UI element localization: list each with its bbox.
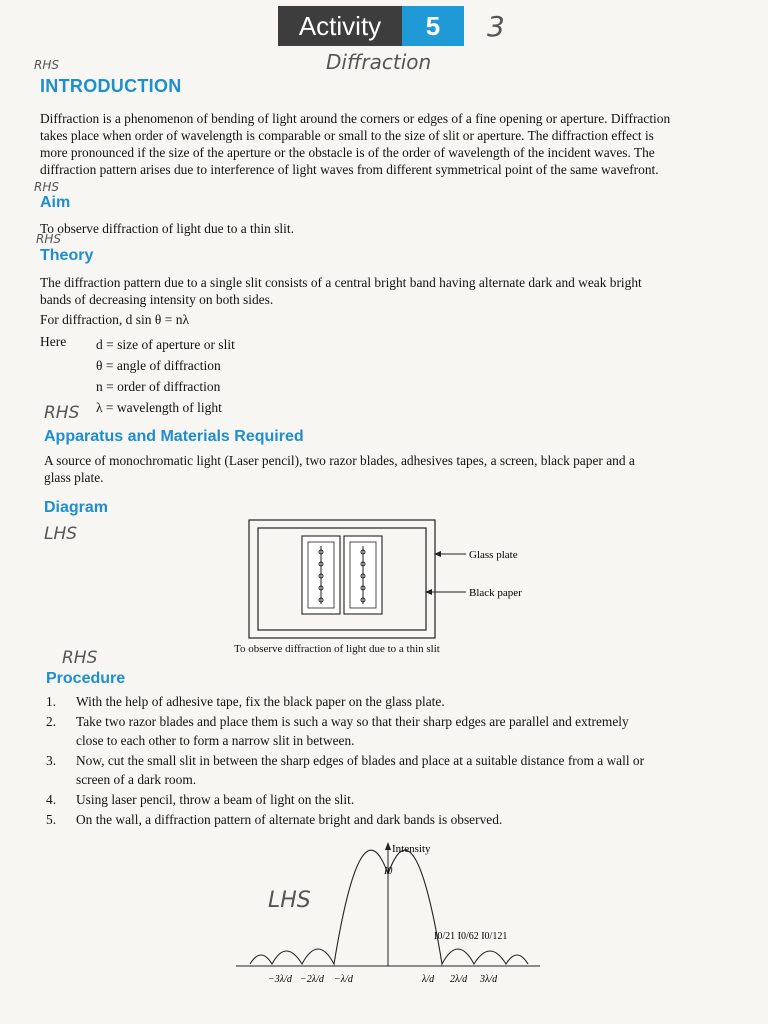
procedure-step [46, 692, 736, 711]
procedure-list [46, 692, 736, 830]
intensity-graph [230, 838, 550, 1010]
definition-item: θ = angle of diffraction [96, 358, 221, 373]
tick-neg-3: −3λ/d [268, 974, 292, 985]
theory-heading: Theory [40, 247, 94, 264]
diagram-caption: To observe diffraction of light due to a thin slit [234, 643, 440, 655]
definition-item: λ = wavelength of light [96, 400, 222, 415]
y-axis-label: Intensity [392, 843, 431, 855]
step-number: 5. [46, 812, 57, 827]
step-text: With the help of adhesive tape, fix the black paper on the glass plate. [76, 694, 445, 709]
procedure-step [46, 751, 736, 789]
handwritten-lhs-2: LHS [268, 888, 311, 913]
step-text: Now, cut the small slit in between the sharp edges of blades and place at a suitable distance from a wall or [76, 753, 645, 768]
handwritten-rhs-1: RHS [34, 58, 59, 72]
step-number: 4. [46, 792, 57, 807]
introduction-line: diffraction pattern arises due to interference of light waves from different symmetrical point of the same wavefront. [40, 162, 659, 177]
apparatus-line: A source of monochromatic light (Laser pencil), two razor blades, adhesives tapes, a screen, black paper and a [44, 453, 635, 468]
tick-pos-3: 3λ/d [480, 974, 498, 985]
procedure-step [46, 712, 736, 750]
razor-blade-left [302, 536, 340, 614]
apparatus-line: glass plate. [44, 470, 104, 485]
aim-text: To observe diffraction of light due to a thin slit. [40, 221, 294, 236]
activity-label: Activity [278, 6, 402, 46]
step-text: Take two razor blades and place them is such a way so that their sharp edges are parallel and extremely [76, 714, 629, 729]
theory-here: Here [40, 334, 67, 349]
activity-number: 5 [402, 6, 464, 46]
theory-line: The diffraction pattern due to a single slit consists of a central bright band having alternate dark and weak bright [40, 275, 642, 290]
apparatus-paragraph [44, 452, 734, 486]
razor-blade-right [344, 536, 382, 614]
diagram-heading: Diagram [44, 499, 109, 516]
side-peaks-label: I0/21 I0/62 I0/121 [434, 931, 508, 942]
step-text: On the wall, a diffraction pattern of alternate bright and dark bands is observed. [76, 812, 503, 827]
procedure-step [46, 790, 736, 809]
theory-paragraph [40, 274, 730, 308]
apparatus-heading: Apparatus and Materials Required [44, 428, 304, 445]
procedure-step [46, 810, 736, 829]
step-text: close to each other to form a narrow slit in between. [76, 733, 355, 748]
activity-badge [278, 6, 464, 46]
definition-item: n = order of diffraction [96, 379, 221, 394]
introduction-line: takes place when order of wavelength is comparable or small to the size of slit or aperture. The diffraction effect is [40, 128, 654, 143]
step-number: 1. [46, 694, 57, 709]
introduction-heading: INTRODUCTION [40, 76, 182, 96]
slit-diagram [248, 518, 538, 642]
tick-pos-2: 2λ/d [450, 974, 468, 985]
theory-line: bands of decreasing intensity on both sides. [40, 292, 274, 307]
aim-heading: Aim [40, 194, 71, 211]
theory-formula: For diffraction, d sin θ = nλ [40, 312, 189, 327]
handwritten-lhs-1: LHS [44, 524, 78, 544]
handwritten-page-number: 3 [487, 10, 505, 43]
step-number: 2. [46, 714, 57, 729]
handwritten-rhs-2: RHS [34, 180, 59, 194]
procedure-heading: Procedure [46, 670, 126, 687]
handwritten-rhs-3: RHS [36, 232, 61, 246]
tick-neg-1: −λ/d [334, 974, 353, 985]
handwritten-rhs-4: RHS [44, 403, 80, 423]
introduction-paragraph [40, 110, 730, 178]
label-glass-plate: Glass plate [469, 549, 518, 561]
tick-pos-1: λ/d [422, 974, 435, 985]
step-number: 3. [46, 753, 57, 768]
handwritten-rhs-5: RHS [62, 648, 98, 668]
step-text: screen of a dark room. [76, 772, 197, 787]
tick-neg-2: −2λ/d [300, 974, 324, 985]
handwritten-title: Diffraction [326, 50, 432, 74]
theory-definitions [96, 334, 235, 418]
label-black-paper: Black paper [469, 587, 522, 599]
peak-label: I0 [384, 866, 393, 877]
glass-plate-outline [249, 520, 435, 638]
introduction-line: more pronounced if the size of the aperture or the obstacle is of the order of wavelength of the incident waves. The [40, 145, 655, 160]
x-tick-labels [268, 974, 498, 985]
definition-item: d = size of aperture or slit [96, 337, 235, 352]
black-paper-outline [258, 528, 426, 630]
step-text: Using laser pencil, throw a beam of light on the slit. [76, 792, 355, 807]
introduction-line: Diffraction is a phenomenon of bending of light around the corners or edges of a fine opening or aperture. Diffraction [40, 111, 671, 126]
arrow-head-icon [385, 842, 391, 850]
